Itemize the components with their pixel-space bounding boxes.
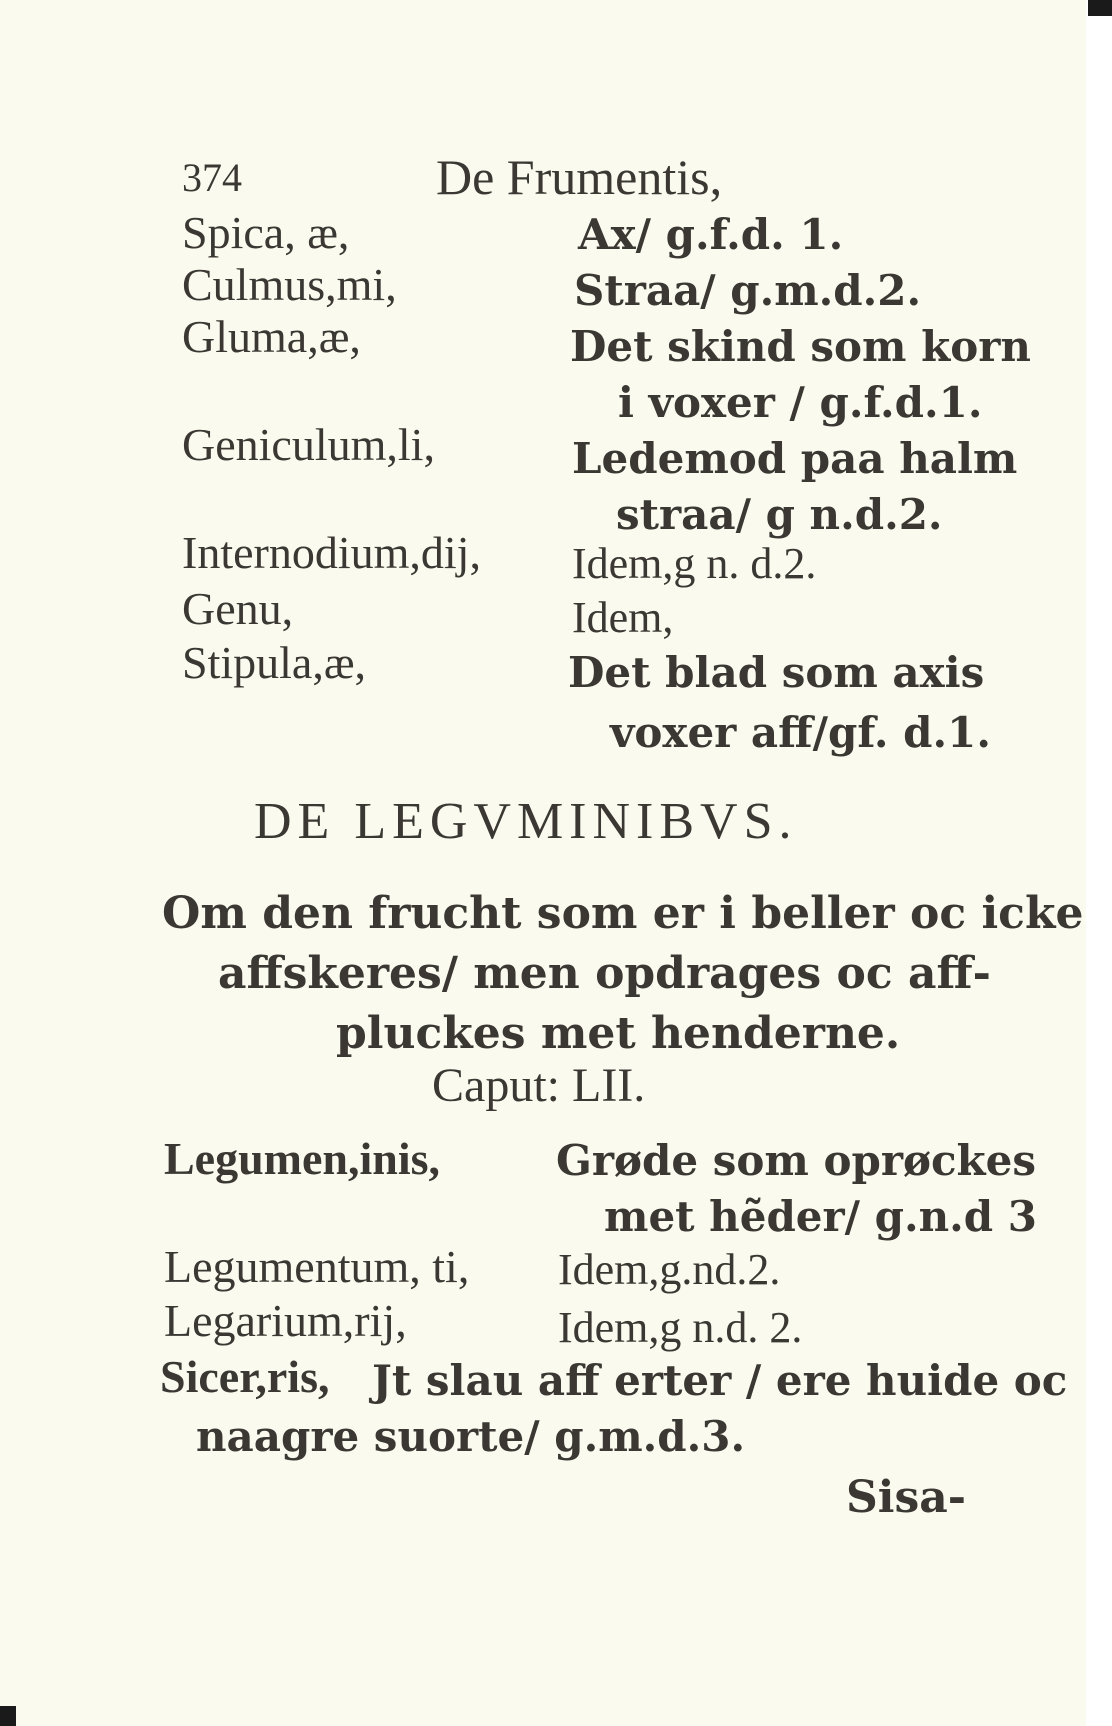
- danish-gloss: Det blad som axis: [568, 648, 985, 697]
- chapter-label: Caput: LII.: [432, 1059, 646, 1112]
- latin-term: Sicer,ris,: [160, 1351, 330, 1402]
- danish-gloss: Idem,: [572, 593, 674, 642]
- latin-term: Legumentum, ti,: [164, 1241, 470, 1292]
- danish-gloss: Straa/ g.m.d.2.: [574, 266, 922, 315]
- danish-gloss-continued: met hẽder/ g.n.d 3: [604, 1192, 1037, 1241]
- section-subtitle-line: Om den frucht som er i beller oc icke: [162, 888, 1084, 939]
- running-title: De Frumentis,: [436, 149, 723, 205]
- latin-term: Internodium,dij,: [182, 527, 481, 578]
- section-subtitle-line: affskeres/ men opdrages oc aff-: [218, 948, 991, 999]
- scan-edge-mark: [1088, 0, 1112, 16]
- latin-term: Culmus,mi,: [182, 259, 397, 310]
- danish-gloss: Idem,g n.d. 2.: [558, 1303, 803, 1352]
- scan-edge-mark: [0, 1706, 16, 1726]
- danish-gloss-continued: naagre suorte/ g.m.d.3.: [196, 1412, 746, 1461]
- latin-term: Geniculum,li,: [182, 419, 435, 470]
- section-subtitle-line: pluckes met henderne.: [336, 1008, 901, 1059]
- danish-gloss: Ax/ g.f.d. 1.: [578, 210, 844, 259]
- danish-gloss: Ledemod paa halm: [572, 434, 1018, 483]
- latin-term: Spica, æ,: [182, 207, 350, 258]
- danish-gloss-continued: voxer aff/gf. d.1.: [610, 708, 991, 757]
- danish-gloss: Jt slau aff erter / ere huide oc: [372, 1356, 1068, 1405]
- danish-gloss-continued: i voxer / g.f.d.1.: [618, 378, 983, 427]
- danish-gloss-continued: straa/ g n.d.2.: [616, 490, 943, 539]
- latin-term: Stipula,æ,: [182, 637, 367, 688]
- danish-gloss: Idem,g n. d.2.: [572, 539, 817, 588]
- catchword: Sisa-: [846, 1472, 967, 1523]
- section-title: DE LEGVMINIBVS.: [254, 793, 798, 850]
- latin-term: Legumen,inis,: [164, 1133, 441, 1184]
- danish-gloss: Det skind som korn: [570, 322, 1031, 371]
- danish-gloss: Idem,g.nd.2.: [558, 1245, 781, 1294]
- danish-gloss: Grøde som oprøckes: [556, 1136, 1037, 1185]
- latin-term: Genu,: [182, 583, 294, 634]
- page-number: 374: [182, 155, 242, 200]
- latin-term: Legarium,rij,: [164, 1295, 407, 1346]
- latin-term: Gluma,æ,: [182, 311, 361, 362]
